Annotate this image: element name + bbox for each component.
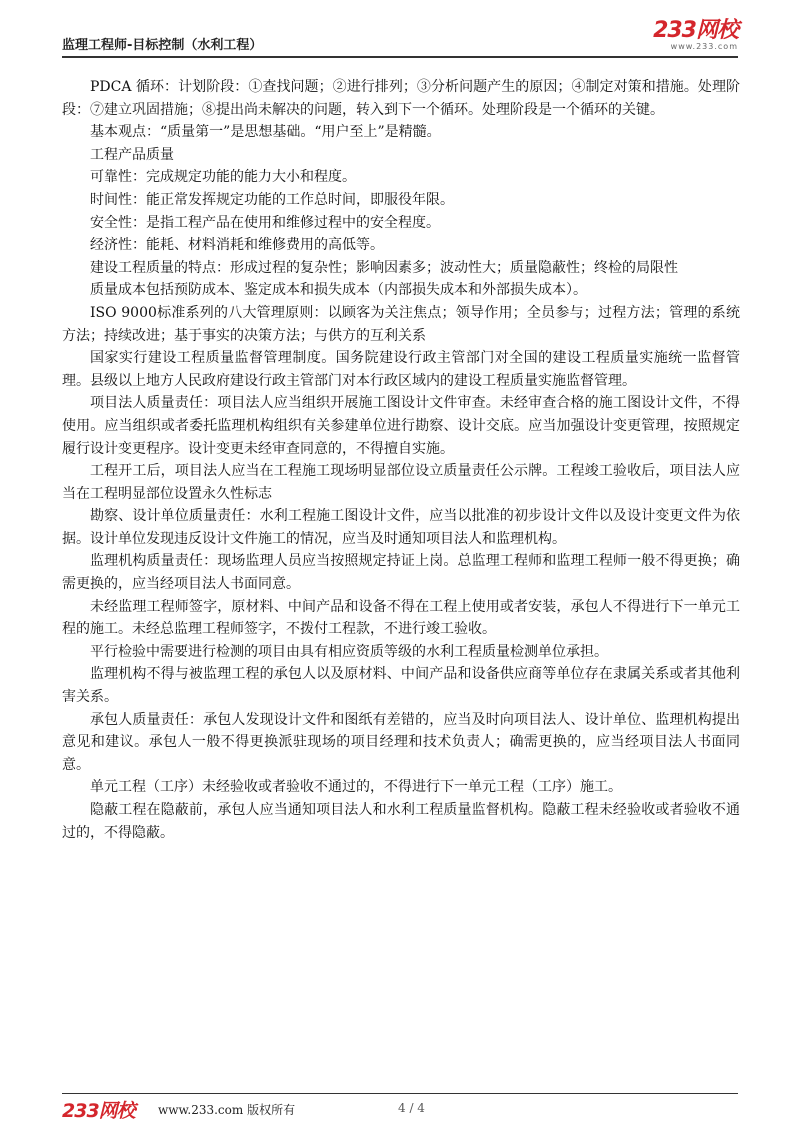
footer-logo: 233网校 bbox=[62, 1100, 135, 1122]
logo-text: 233网校 bbox=[653, 18, 738, 43]
document-body bbox=[62, 76, 740, 844]
footer-divider bbox=[62, 1093, 738, 1094]
paragraph: 工程开工后，项目法人应当在工程施工现场明显部位设立质量责任公示牌。工程竣工验收后，项目法人应当在工程明显部位设置永久性标志 bbox=[62, 463, 740, 502]
page-footer bbox=[62, 1096, 738, 1120]
paragraph: 工程产品质量 bbox=[90, 146, 174, 163]
paragraph: PDCA 循环：计划阶段：①查找问题；②进行排列；③分析问题产生的原因；④制定对策和措施。处理阶段：⑦建立巩固措施；⑧提出尚未解决的问题，转入到下一个循环。处理阶段是一个循环的关键。 bbox=[62, 79, 740, 118]
paragraph: 监理机构质量责任：现场监理人员应当按照规定持证上岗。总监理工程师和监理工程师一般不得更换；确需更换的，应当经项目法人书面同意。 bbox=[62, 553, 740, 593]
header-divider bbox=[62, 56, 738, 58]
paragraph: 国家实行建设工程质量监督管理制度。国务院建设行政主管部门对全国的建设工程质量实施统一监督管理。县级以上地方人民政府建设行政主管部门对本行政区域内的建设工程质量实施监督管理。 bbox=[62, 350, 740, 389]
paragraph: 项目法人质量责任：项目法人应当组织开展施工图设计文件审查。未经审查合格的施工图设计文件，不得使用。应当组织或者委托监理机构组织有关参建单位进行勘察、设计交底。应当加强设计变更管理，按照规定履行设计变更程序。设计变更未经审查同意的，不得擅自实施。 bbox=[62, 395, 740, 457]
footer-copyright: www.233.com 版权所有 bbox=[158, 1103, 296, 1117]
paragraph: 勘察、设计单位质量责任：水利工程施工图设计文件，应当以批准的初步设计文件以及设计变更文件为依据。设计单位发现违反设计文件施工的情况，应当及时通知项目法人和监理机构。 bbox=[62, 508, 740, 547]
paragraph: 平行检验中需要进行检测的项目由具有相应资质等级的水利工程质量检测单位承担。 bbox=[90, 643, 608, 660]
page-header bbox=[62, 20, 738, 54]
brand-logo bbox=[653, 20, 738, 51]
paragraph: 建设工程质量的特点：形成过程的复杂性；影响因素多；波动性大；质量隐蔽性；终检的局限性 bbox=[90, 259, 678, 276]
paragraph: 单元工程（工序）未经验收或者验收不通过的，不得进行下一单元工程（工序）施工。 bbox=[90, 779, 622, 796]
logo-url: www.233.com bbox=[670, 42, 738, 51]
paragraph: ISO 9000标准系列的八大管理原则：以顾客为关注焦点；领导作用；全员参与；过程方法；管理的系统方法；持续改进；基于事实的决策方法；与供方的互利关系 bbox=[62, 304, 740, 344]
paragraph: 时间性：能正常发挥规定功能的工作总时间，即服役年限。 bbox=[90, 191, 454, 208]
paragraph: 质量成本包括预防成本、鉴定成本和损失成本（内部损失成本和外部损失成本）。 bbox=[90, 282, 587, 299]
paragraph: 基本观点：“质量第一”是思想基础。“用户至上”是精髓。 bbox=[90, 124, 441, 141]
paragraph: 监理机构不得与被监理工程的承包人以及原材料、中间产品和设备供应商等单位存在隶属关系或者其他利害关系。 bbox=[62, 666, 740, 706]
paragraph: 隐蔽工程在隐蔽前，承包人应当通知项目法人和水利工程质量监督机构。隐蔽工程未经验收或者验收不通过的，不得隐蔽。 bbox=[62, 802, 740, 841]
document-title: 监理工程师-目标控制（水利工程） bbox=[62, 38, 263, 53]
page-number: 4 / 4 bbox=[398, 1101, 425, 1115]
paragraph: 经济性：能耗、材料消耗和维修费用的高低等。 bbox=[90, 237, 384, 254]
paragraph: 可靠性：完成规定功能的能力大小和程度。 bbox=[90, 169, 356, 186]
paragraph: 安全性：是指工程产品在使用和维修过程中的安全程度。 bbox=[90, 214, 440, 231]
paragraph: 承包人质量责任：承包人发现设计文件和图纸有差错的，应当及时向项目法人、设计单位、监理机构提出意见和建议。承包人一般不得更换派驻现场的项目经理和技术负责人；确需更换的，应当经项目法人书面同意。 bbox=[62, 711, 740, 773]
paragraph: 未经监理工程师签字，原材料、中间产品和设备不得在工程上使用或者安装，承包人不得进行下一单元工程的施工。未经总监理工程师签字，不拨付工程款，不进行竣工验收。 bbox=[62, 598, 740, 638]
